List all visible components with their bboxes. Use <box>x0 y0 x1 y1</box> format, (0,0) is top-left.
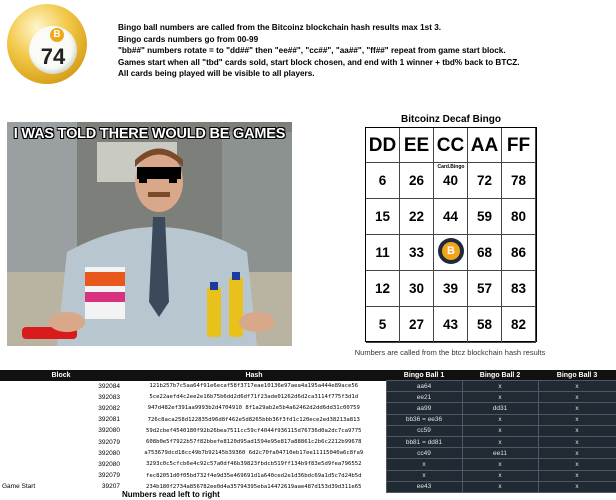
card-cell[interactable]: 15 <box>366 199 400 235</box>
row-label: Game Start <box>2 483 36 491</box>
ball1-cell: bb36 = ee36 <box>386 414 462 425</box>
card-row <box>366 307 536 343</box>
card-cell[interactable]: 83 <box>502 271 536 307</box>
hash-cell: a753679dcd18cc49b7b92145b39360 6d2c70fa04710eb17ee11115040a6c8fa9 <box>144 450 364 457</box>
table-row <box>0 470 616 481</box>
ball-number: 74 <box>40 44 66 69</box>
card-cell[interactable]: 33 <box>400 235 434 271</box>
block-number: 392079 <box>98 472 120 480</box>
card-note: Numbers are called from the btcz blockchain hash results <box>354 348 546 357</box>
card-row <box>366 235 536 271</box>
column-header: FF <box>502 128 536 163</box>
card-cell[interactable]: 86 <box>502 235 536 271</box>
column-header: EE <box>400 128 434 163</box>
card-cell[interactable]: 58 <box>468 307 502 343</box>
card-cell[interactable]: 43 <box>434 307 468 343</box>
block-cell <box>0 436 122 447</box>
hash-cell: fec82051d0f05bd732f4e9d35e469691d1a640ced2e1d36bdc69a1d5c7d24b5d <box>145 472 362 479</box>
card-row <box>366 163 536 199</box>
bitcoinz-coin-icon <box>438 238 464 264</box>
ball2-cell: ee11 <box>462 448 538 459</box>
meme-image <box>7 122 292 346</box>
card-cell[interactable]: 72 <box>468 163 502 199</box>
hash-cell: 608b0e5f7922b57f82bbefe8120d95ad1594e95e817a88861c2b6c2212b99678 <box>145 439 362 446</box>
ball2-cell: dd31 <box>462 403 538 414</box>
card-cell[interactable] <box>434 163 468 199</box>
ball3-cell: x <box>538 481 616 492</box>
ball2-cell: x <box>462 392 538 403</box>
card-bingo-label: Card.Bingo <box>437 164 465 170</box>
table-header-row <box>0 370 616 381</box>
card-cell[interactable]: 11 <box>366 235 400 271</box>
card-cell[interactable]: 44 <box>434 199 468 235</box>
table-row <box>0 481 616 492</box>
ball1-cell: bb81 = dd81 <box>386 436 462 447</box>
bitcoinz-coin-icon: B <box>50 28 64 42</box>
ball2-cell: x <box>462 414 538 425</box>
column-header: DD <box>366 128 400 163</box>
column-header: CC <box>434 128 468 163</box>
ball2-cell: x <box>462 481 538 492</box>
free-space-cell[interactable] <box>434 235 468 271</box>
intro-line: Bingo cards numbers go from 00-99 <box>118 34 259 44</box>
card-header-row <box>366 128 536 164</box>
block-number: 392079 <box>98 438 120 446</box>
card-cell[interactable]: 27 <box>400 307 434 343</box>
block-cell <box>0 392 122 403</box>
card-cell[interactable]: 12 <box>366 271 400 307</box>
column-header-ball1: Bingo Ball 1 <box>386 370 462 381</box>
ball3-cell: x <box>538 425 616 436</box>
column-header-ball3: Bingo Ball 3 <box>538 370 616 381</box>
hash-cell: 5ce22aefd4c2ee2e16b75b6dd2d6df71f23ade01262d6d2ca3114f775f3d1d <box>149 394 359 401</box>
block-number: 392081 <box>98 416 120 424</box>
ball3-cell: x <box>538 414 616 425</box>
table-row <box>0 425 616 436</box>
intro-line: All cards being played will be visible to all players. <box>118 69 315 78</box>
column-header-block: Block <box>0 370 122 381</box>
ball1-cell: cc59 <box>386 425 462 436</box>
intro-line: Bingo ball numbers are called from the Bitcoinz blockchain hash results max 1st 3. <box>118 23 442 32</box>
hash-cell: 234b180f2734a856782ee0d4a35794395eba14472619aae487d153d39d311e65 <box>145 483 362 490</box>
block-number: 392080 <box>98 460 120 468</box>
ball1-cell: x <box>386 470 462 481</box>
table-row <box>0 392 616 403</box>
block-cell <box>0 403 122 414</box>
meme-caption: I WAS TOLD THERE WOULD BE GAMES <box>13 126 286 142</box>
table-row <box>0 414 616 425</box>
card-title: Bitcoinz Decaf Bingo <box>400 114 501 125</box>
bingo-ball-logo <box>7 4 87 84</box>
ball1-cell: aa64 <box>386 381 462 392</box>
block-cell <box>0 414 122 425</box>
column-header-ball2: Bingo Ball 2 <box>462 370 538 381</box>
card-cell[interactable]: 22 <box>400 199 434 235</box>
ball3-cell: x <box>538 403 616 414</box>
column-header: AA <box>468 128 502 163</box>
ball2-cell: x <box>462 470 538 481</box>
card-cell[interactable]: 80 <box>502 199 536 235</box>
table-row <box>0 436 616 447</box>
ball3-cell: x <box>538 448 616 459</box>
block-number: 39207 <box>101 483 120 491</box>
card-cell[interactable]: 5 <box>366 307 400 343</box>
block-number: 392083 <box>98 393 120 401</box>
ball2-cell: x <box>462 381 538 392</box>
card-cell[interactable]: 57 <box>468 271 502 307</box>
card-row <box>366 199 536 235</box>
hash-cell: 121b257b7c5aa64f91e6ecaf58f3717eae10136e97aea4a195a444e89ace56 <box>149 383 359 390</box>
block-cell <box>0 459 122 470</box>
block-number: 392084 <box>98 382 120 390</box>
table-row <box>0 448 616 459</box>
ball2-cell: x <box>462 436 538 447</box>
card-cell[interactable]: 26 <box>400 163 434 199</box>
card-cell[interactable]: 59 <box>468 199 502 235</box>
block-number: 392080 <box>98 427 120 435</box>
block-cell <box>0 381 122 392</box>
ball3-cell: x <box>538 470 616 481</box>
ball2-cell: x <box>462 425 538 436</box>
block-number: 392080 <box>98 449 120 457</box>
block-cell <box>0 481 122 492</box>
ball3-cell: x <box>538 381 616 392</box>
block-number: 392082 <box>98 404 120 412</box>
hash-cell: 947d482ef391aa9993b2d4704910 8f1a29ab2e5b4a62462d2dd6dd31c00759 <box>147 405 360 412</box>
card-row <box>366 271 536 307</box>
coin-symbol: B <box>442 242 460 260</box>
card-cell[interactable]: 68 <box>468 235 502 271</box>
ball1-cell: aa99 <box>386 403 462 414</box>
bingo-card <box>365 127 537 342</box>
hash-cell: 726c8aca258d122835d96d8f462e5d8265bbb36f3fd1c120ece2ed38213a813 <box>147 416 360 423</box>
ball1-cell: ee21 <box>386 392 462 403</box>
blockchain-draw-table <box>0 370 616 493</box>
table-row <box>0 459 616 470</box>
card-cell[interactable]: 39 <box>434 271 468 307</box>
card-cell-number: 40 <box>442 173 459 188</box>
intro-line: Games start when all "tbd" cards sold, start block chosen, and end with 1 winner + tbd% back to BTCZ. <box>118 57 520 67</box>
intro-line: "bb##" numbers rotate = to "dd##" then "ee##", "cc##", "aa##", "ff##" repeat from game start block. <box>118 46 506 55</box>
office-scene-illustration <box>7 122 292 346</box>
hash-cell: 3293c0c5cfcb6e4c92c57a0df46b39823fbdcb519ff134b9f83e5d9fea796552 <box>145 461 362 468</box>
table-row <box>0 381 616 392</box>
ball3-cell: x <box>538 436 616 447</box>
card-cell[interactable]: 78 <box>502 163 536 199</box>
block-cell <box>0 470 122 481</box>
column-header-hash: Hash <box>122 370 386 381</box>
block-cell <box>0 448 122 459</box>
ball3-cell: x <box>538 392 616 403</box>
hash-cell: 59d2cbef4540180f92b26bea7511cc59cf4044f936115d76736d0a2dc7ca9775 <box>145 427 362 434</box>
table-footer-note: Numbers read left to right <box>122 490 220 499</box>
card-cell[interactable]: 30 <box>400 271 434 307</box>
table-row <box>0 403 616 414</box>
ball3-cell: x <box>538 459 616 470</box>
ball1-cell: cc49 <box>386 448 462 459</box>
block-cell <box>0 425 122 436</box>
card-cell[interactable]: 6 <box>366 163 400 199</box>
ball1-cell: x <box>386 459 462 470</box>
intro-text <box>118 22 598 80</box>
ball1-cell: ee43 <box>386 481 462 492</box>
card-cell[interactable]: 82 <box>502 307 536 343</box>
ball2-cell: x <box>462 459 538 470</box>
